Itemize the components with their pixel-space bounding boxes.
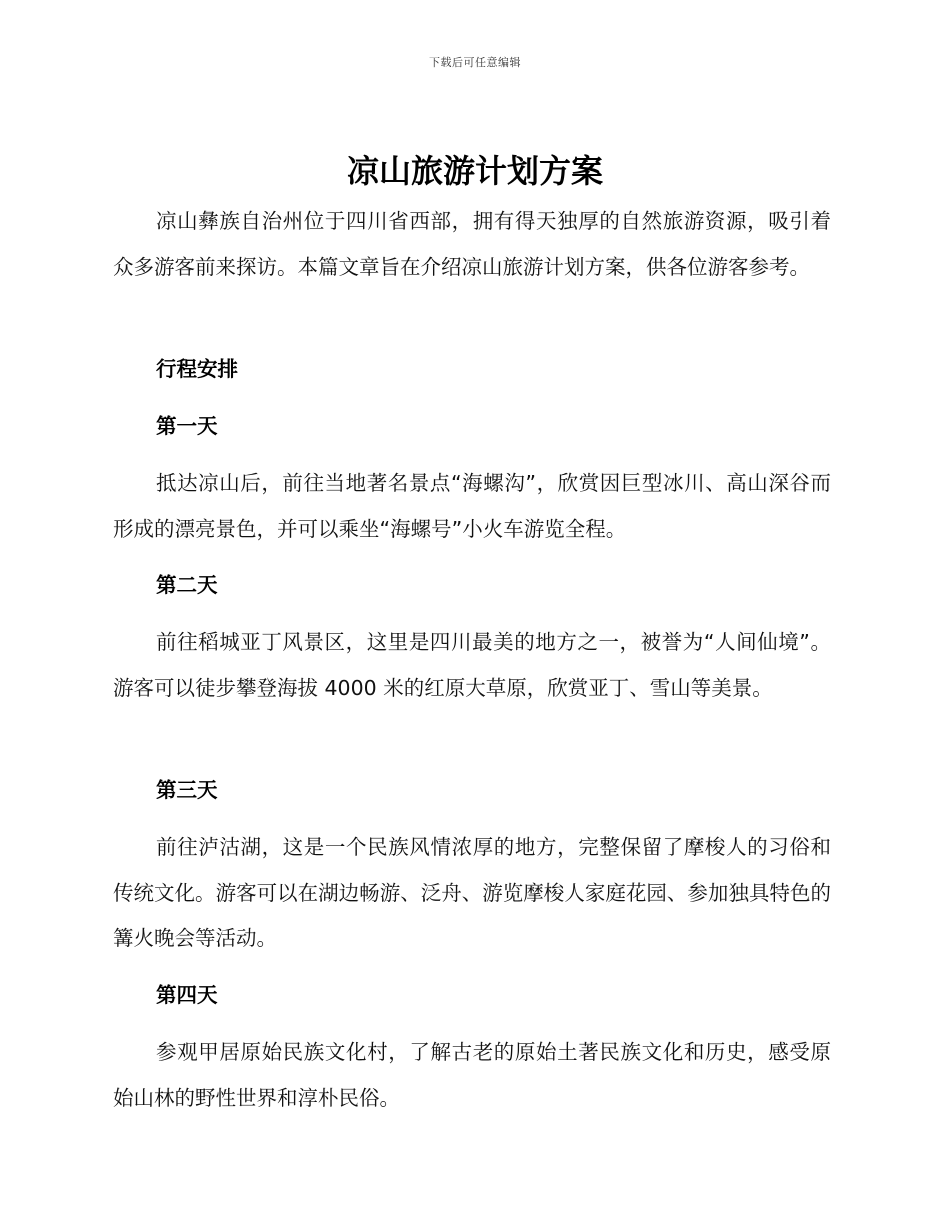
- day-3-text-block: [113, 825, 831, 962]
- header-note: 下载后可任意编辑: [429, 56, 521, 69]
- day-paragraph: 参观甲居原始民族文化村，了解古老的原始土著民族文化和历史，感受原始山林的野性世界和淳朴民俗。: [113, 1040, 831, 1110]
- intro-block: [113, 199, 831, 290]
- day-2-text-block: [113, 620, 831, 711]
- day-paragraph: 前往泸沽湖，这是一个民族风情浓厚的地方，完整保留了摩梭人的习俗和传统文化。游客可以在湖边畅游、泛舟、游览摩梭人家庭花园、参加独具特色的篝火晚会等活动。: [113, 835, 831, 950]
- day-4-heading-block: [113, 980, 831, 1010]
- day-heading: 第四天: [156, 983, 218, 1007]
- day-paragraph: 前往稻城亚丁风景区，这里是四川最美的地方之一，被誉为“人间仙境”。游客可以徒步攀登海拔 4000 米的红原大草原，欣赏亚丁、雪山等美景。: [113, 630, 831, 700]
- day-heading: 第三天: [156, 778, 218, 802]
- day-paragraph: 抵达凉山后，前往当地著名景点“海螺沟”，欣赏因巨型冰川、高山深谷而形成的漂亮景色，并可以乘坐“海螺号”小火车游览全程。: [113, 471, 831, 541]
- document-title: 凉山旅游计划方案: [346, 152, 603, 190]
- section-heading: 行程安排: [156, 357, 238, 381]
- section-heading-block: [113, 354, 831, 384]
- day-heading: 第二天: [156, 573, 218, 597]
- day-2-heading-block: [113, 570, 831, 600]
- day-4-text-block: [113, 1030, 831, 1121]
- day-3-heading-block: [113, 775, 831, 805]
- day-1-heading-block: [113, 411, 831, 441]
- day-heading: 第一天: [156, 414, 218, 438]
- intro-paragraph: 凉山彝族自治州位于四川省西部，拥有得天独厚的自然旅游资源，吸引着众多游客前来探访。本篇文章旨在介绍凉山旅游计划方案，供各位游客参考。: [113, 209, 831, 279]
- day-1-text-block: [113, 461, 831, 552]
